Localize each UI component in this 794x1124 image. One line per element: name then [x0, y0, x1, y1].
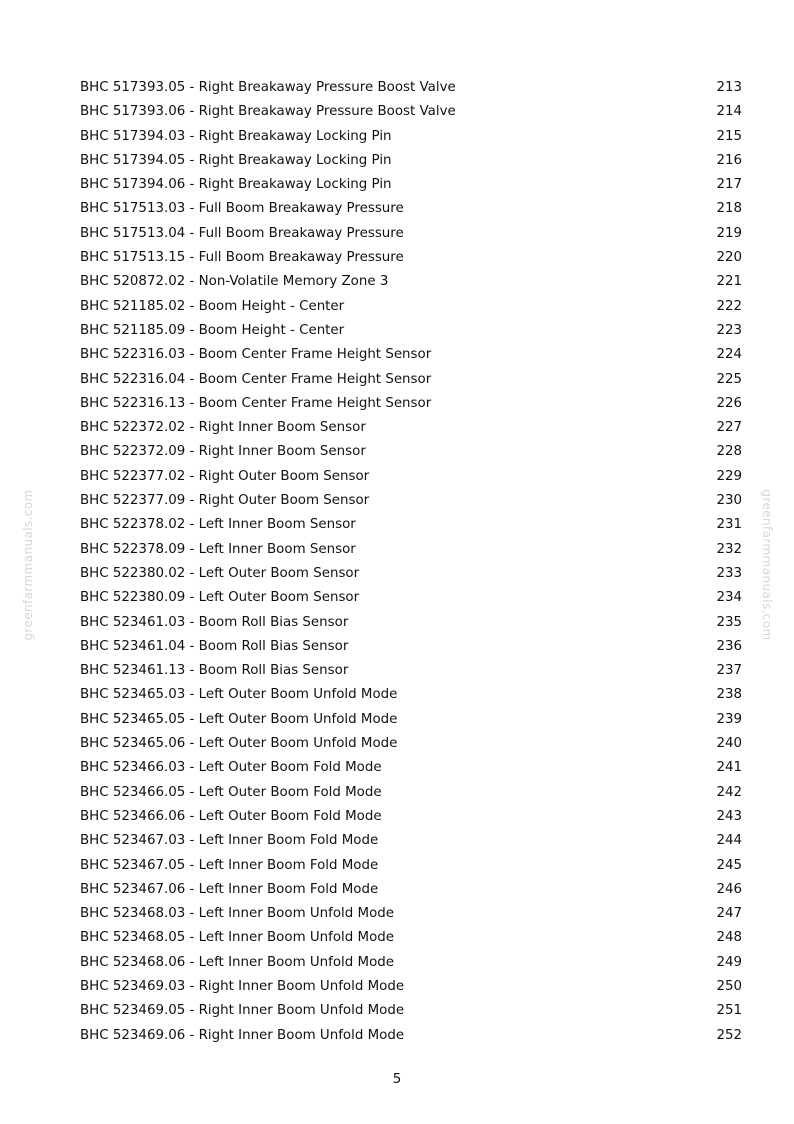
toc-entry-page: 217: [716, 177, 742, 193]
toc-entry[interactable]: [80, 513, 742, 537]
toc-entry[interactable]: [80, 222, 742, 246]
toc-entry-page: 242: [716, 784, 742, 800]
toc-entry-page: 235: [716, 614, 742, 630]
toc-entry-title: BHC 517394.06 - Right Breakaway Locking Pin: [80, 177, 392, 193]
toc-entry[interactable]: [80, 343, 742, 367]
toc-entry[interactable]: [80, 708, 742, 732]
toc-entry[interactable]: [80, 975, 742, 999]
toc-entry-title: BHC 523469.03 - Right Inner Boom Unfold Mode: [80, 978, 405, 994]
toc-entry-title: BHC 521185.09 - Boom Height - Center: [80, 322, 345, 338]
toc-entry-title: BHC 517513.03 - Full Boom Breakaway Pressure: [80, 201, 404, 217]
toc-entry-page: 251: [716, 1003, 742, 1019]
toc-entry[interactable]: [80, 683, 742, 707]
toc-entry-title: BHC 517393.06 - Right Breakaway Pressure Boost Valve: [80, 104, 456, 120]
toc-entry-title: BHC 522378.02 - Left Inner Boom Sensor: [80, 517, 356, 533]
toc-entry-page: 221: [716, 274, 742, 290]
toc-entry[interactable]: [80, 999, 742, 1023]
toc-entry-page: 219: [716, 225, 742, 241]
toc-entry[interactable]: [80, 926, 742, 950]
toc-entry[interactable]: [80, 76, 742, 100]
toc-entry[interactable]: [80, 100, 742, 124]
toc-entry-page: 215: [716, 128, 742, 144]
toc-entry[interactable]: [80, 781, 742, 805]
toc-entry-page: 231: [716, 517, 742, 533]
toc-entry-title: BHC 517394.03 - Right Breakaway Locking Pin: [80, 128, 392, 144]
toc-entry-title: BHC 522380.02 - Left Outer Boom Sensor: [80, 565, 360, 581]
toc-entry[interactable]: [80, 611, 742, 635]
toc-entry[interactable]: [80, 125, 742, 149]
toc-entry[interactable]: [80, 878, 742, 902]
toc-entry-page: 226: [716, 395, 742, 411]
toc-entry-page: 244: [716, 833, 742, 849]
toc-entry-title: BHC 523466.05 - Left Outer Boom Fold Mode: [80, 784, 382, 800]
page-number: 5: [392, 1072, 402, 1087]
toc-entry-page: 245: [716, 857, 742, 873]
toc-entry-title: BHC 517393.05 - Right Breakaway Pressure Boost Valve: [80, 80, 456, 95]
toc-entry[interactable]: [80, 416, 742, 440]
toc-entry[interactable]: [80, 951, 742, 975]
toc-entry-title: BHC 523467.03 - Left Inner Boom Fold Mode: [80, 833, 379, 849]
toc-entry-page: 240: [716, 736, 742, 752]
toc-entry-title: BHC 523466.03 - Left Outer Boom Fold Mode: [80, 760, 382, 776]
toc-entry[interactable]: [80, 854, 742, 878]
toc-entry-page: 230: [716, 493, 742, 509]
toc-entry-page: 216: [716, 152, 742, 168]
toc-entry-title: BHC 520872.02 - Non-Volatile Memory Zone 3: [80, 274, 389, 290]
toc-entry[interactable]: [80, 902, 742, 926]
toc-entry-page: 234: [716, 590, 742, 606]
toc-entry-title: BHC 522372.02 - Right Inner Boom Sensor: [80, 420, 366, 436]
toc-entry[interactable]: [80, 368, 742, 392]
toc-entry-title: BHC 523461.04 - Boom Roll Bias Sensor: [80, 638, 349, 654]
toc-entry[interactable]: [80, 465, 742, 489]
toc-entry-title: BHC 522372.09 - Right Inner Boom Sensor: [80, 444, 366, 460]
toc-entry[interactable]: [80, 149, 742, 173]
toc-entry-title: BHC 523466.06 - Left Outer Boom Fold Mode: [80, 808, 382, 824]
toc-entry-page: 224: [716, 347, 742, 363]
toc-entry-title: BHC 523468.05 - Left Inner Boom Unfold Mode: [80, 930, 395, 946]
toc-entry-title: BHC 523461.03 - Boom Roll Bias Sensor: [80, 614, 349, 630]
toc-entry-page: 236: [716, 638, 742, 654]
toc-entry-page: 233: [716, 565, 742, 581]
table-of-contents: [80, 76, 742, 1048]
toc-entry-page: 241: [716, 760, 742, 776]
toc-entry-page: 223: [716, 322, 742, 338]
toc-entry-page: 228: [716, 444, 742, 460]
toc-entry[interactable]: [80, 562, 742, 586]
toc-entry-title: BHC 517513.04 - Full Boom Breakaway Pressure: [80, 225, 404, 241]
toc-entry-title: BHC 523468.03 - Left Inner Boom Unfold Mode: [80, 906, 395, 922]
toc-entry[interactable]: [80, 319, 742, 343]
toc-entry[interactable]: [80, 538, 742, 562]
toc-entry-title: BHC 517513.15 - Full Boom Breakaway Pressure: [80, 250, 404, 266]
toc-entry[interactable]: [80, 659, 742, 683]
toc-entry[interactable]: [80, 270, 742, 294]
toc-entry-title: BHC 522377.09 - Right Outer Boom Sensor: [80, 493, 370, 509]
toc-entry-page: 222: [716, 298, 742, 314]
toc-entry-title: BHC 523465.03 - Left Outer Boom Unfold Mode: [80, 687, 398, 703]
toc-entry-page: 229: [716, 468, 742, 484]
toc-entry[interactable]: [80, 489, 742, 513]
toc-entry-page: 246: [716, 881, 742, 897]
toc-entry-title: BHC 523461.13 - Boom Roll Bias Sensor: [80, 663, 349, 679]
toc-entry-page: 237: [716, 663, 742, 679]
toc-entry-page: 243: [716, 808, 742, 824]
toc-entry[interactable]: [80, 732, 742, 756]
toc-entry-page: 218: [716, 201, 742, 217]
toc-entry-title: BHC 523465.06 - Left Outer Boom Unfold Mode: [80, 736, 398, 752]
toc-entry-page: 238: [716, 687, 742, 703]
toc-entry-title: BHC 522380.09 - Left Outer Boom Sensor: [80, 590, 360, 606]
watermark-right: greenfarmmanuals.com: [760, 489, 774, 641]
toc-entry-title: BHC 522316.04 - Boom Center Frame Height Sensor: [80, 371, 432, 387]
toc-entry-title: BHC 523469.06 - Right Inner Boom Unfold Mode: [80, 1027, 405, 1043]
toc-entry[interactable]: [80, 756, 742, 780]
toc-entry-page: 248: [716, 930, 742, 946]
watermark-left: greenfarmmanuals.com: [21, 489, 35, 641]
toc-entry[interactable]: [80, 295, 742, 319]
toc-entry-page: 239: [716, 711, 742, 727]
toc-entry[interactable]: [80, 246, 742, 270]
toc-entry-title: BHC 523467.06 - Left Inner Boom Fold Mode: [80, 881, 379, 897]
toc-entry-page: 249: [716, 954, 742, 970]
toc-entry-title: BHC 522377.02 - Right Outer Boom Sensor: [80, 468, 370, 484]
toc-entry[interactable]: [80, 440, 742, 464]
toc-entry-title: BHC 517394.05 - Right Breakaway Locking Pin: [80, 152, 392, 168]
toc-entry-page: 247: [716, 906, 742, 922]
toc-entry[interactable]: [80, 586, 742, 610]
toc-entry-title: BHC 523469.05 - Right Inner Boom Unfold Mode: [80, 1003, 405, 1019]
toc-entry[interactable]: [80, 635, 742, 659]
toc-entry[interactable]: [80, 197, 742, 221]
toc-entry-title: BHC 523467.05 - Left Inner Boom Fold Mode: [80, 857, 379, 873]
toc-entry-title: BHC 522378.09 - Left Inner Boom Sensor: [80, 541, 356, 557]
toc-entry-page: 252: [716, 1027, 742, 1043]
toc-entry-page: 220: [716, 250, 742, 266]
toc-entry[interactable]: [80, 829, 742, 853]
toc-entry-title: BHC 523465.05 - Left Outer Boom Unfold Mode: [80, 711, 398, 727]
toc-entry-page: 232: [716, 541, 742, 557]
toc-entry-page: 225: [716, 371, 742, 387]
toc-entry-title: BHC 522316.13 - Boom Center Frame Height Sensor: [80, 395, 432, 411]
toc-entry-page: 250: [716, 978, 742, 994]
toc-entry-page: 214: [716, 104, 742, 120]
toc-entry-title: BHC 523468.06 - Left Inner Boom Unfold Mode: [80, 954, 395, 970]
toc-entry-title: BHC 521185.02 - Boom Height - Center: [80, 298, 345, 314]
toc-entry[interactable]: [80, 805, 742, 829]
toc-entry[interactable]: [80, 1024, 742, 1048]
toc-entry-page: 213: [716, 80, 742, 95]
toc-entry-page: 227: [716, 420, 742, 436]
toc-entry[interactable]: [80, 173, 742, 197]
toc-entry-title: BHC 522316.03 - Boom Center Frame Height Sensor: [80, 347, 432, 363]
toc-entry[interactable]: [80, 392, 742, 416]
